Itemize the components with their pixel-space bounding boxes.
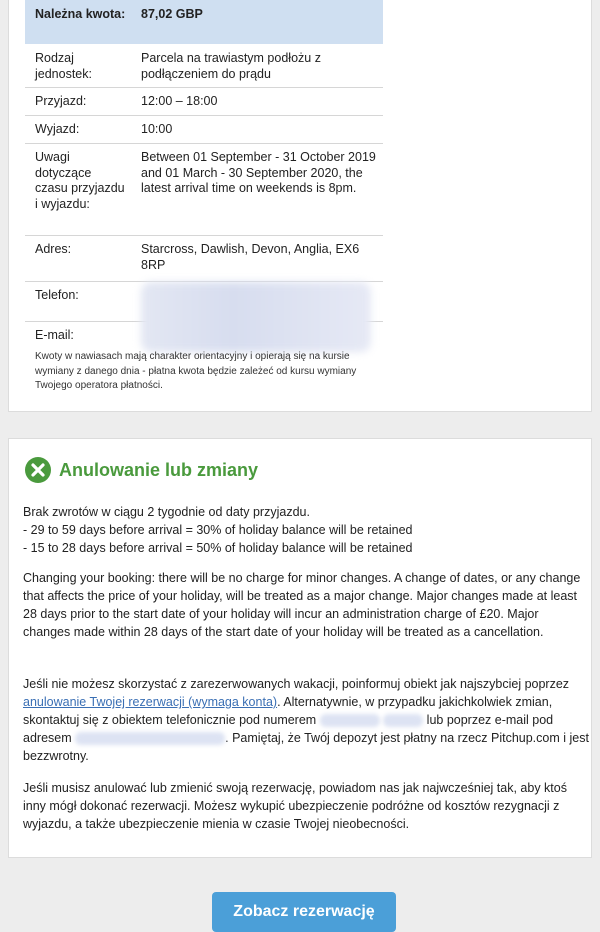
contact-text-part2: . Alternatywnie, w przypadku jakichkolwiek zmian, skontaktuj się z obiektem telefonicznie pod numerem: [23, 695, 553, 727]
cancellation-header: [25, 455, 258, 485]
amount-label: Należna kwota:: [35, 7, 126, 21]
cancel-booking-link[interactable]: anulowanie Twojej rezerwacji (wymaga konta): [23, 695, 278, 709]
contact-text-part4: . Pamiętaj, że Twój depozyt jest płatny na rzecz Pitchup.com i jest bezzwrotny.: [23, 731, 589, 763]
address-label: Adres:: [35, 242, 72, 256]
arrival-label: Przyjazd:: [35, 94, 87, 108]
contact-text-part3: lub poprzez e-mail pod adresem: [23, 713, 554, 745]
currency-note: Kwoty w nawiasach mają charakter orientacyjny i opierają się na kursie wymiany z danego dnia - płatna kwota będzie zależeć od kursu wymiany Twojego operatora płatności.: [35, 351, 357, 391]
arrival-notes-row: [25, 144, 383, 236]
address-row: [25, 236, 383, 282]
cancellation-card: [8, 438, 592, 858]
redacted-contact-blur: [141, 282, 371, 352]
unit-type-value: Parcela na trawiastym podłożu z podłączeniem do prądu: [141, 51, 321, 81]
refund-policy: [23, 503, 589, 557]
booking-details-card: [8, 0, 592, 412]
amount-value: 87,02 GBP: [141, 7, 203, 21]
cancellation-title: Anulowanie lub zmiany: [59, 459, 259, 480]
redacted-email-blur: [75, 732, 225, 745]
redacted-phone-blur: [320, 714, 380, 727]
redacted-phone-blur-2: [383, 714, 423, 727]
address-value: Starcross, Dawlish, Devon, Anglia, EX6 8RP: [141, 242, 360, 272]
advice-text: Jeśli musisz anulować lub zmienić swoją rezerwację, powiadom nas jak najwcześniej tak, aby ktoś inny mógł dokonać rezerwacji. Możesz wykupić ubezpieczenie podróżne od kosztów rezygnacji z wyjazdu, a także ubezpieczenie mienia w czasie Twojej nieobecności.: [23, 781, 567, 831]
contact-paragraph: [23, 675, 589, 765]
policy-line-2: - 29 to 59 days before arrival = 30% of holiday balance will be retained: [23, 523, 413, 537]
changes-text: Changing your booking: there will be no charge for minor changes. A change of dates, or any change that affects the price of your holiday, will be treated as a major change. Major changes made at least 28 days prior to the start date of your holiday will incur an administration charge of £20. Major changes made within 28 days of the start date of your holiday will be treated as a cancellation.: [23, 571, 581, 639]
departure-row: [25, 116, 383, 144]
email-label: E-mail:: [35, 328, 74, 342]
view-booking-button[interactable]: Zobacz rezerwację: [212, 892, 396, 932]
departure-value: 10:00: [141, 122, 173, 136]
contact-text: [23, 675, 589, 765]
policy-line-1: Brak zwrotów w ciągu 2 tygodnie od daty przyjazdu.: [23, 505, 310, 519]
arrival-notes-value: Between 01 September - 31 October 2019 and 01 March - 30 September 2020, the latest arrival time on weekends is 8pm.: [141, 150, 376, 195]
arrival-value: 12:00 – 18:00: [141, 94, 218, 108]
phone-label: Telefon:: [35, 288, 79, 302]
departure-label: Wyjazd:: [35, 122, 80, 136]
amount-row: [25, 0, 383, 44]
unit-type-label: Rodzaj jednostek:: [35, 51, 92, 81]
arrival-notes-label: Uwagi dotyczące czasu przyjazdu i wyjazdu:: [35, 150, 125, 211]
contact-text-part1: Jeśli nie możesz skorzystać z zarezerwowanych wakacji, poinformuj obiekt jak najszybciej poprzez: [23, 677, 570, 691]
changes-paragraph: [23, 569, 589, 641]
advice-paragraph: [23, 779, 589, 833]
x-circle-icon: [25, 457, 51, 483]
policy-line-3: - 15 to 28 days before arrival = 50% of holiday balance will be retained: [23, 541, 413, 555]
arrival-row: [25, 88, 383, 116]
unit-type-row: [25, 44, 383, 88]
